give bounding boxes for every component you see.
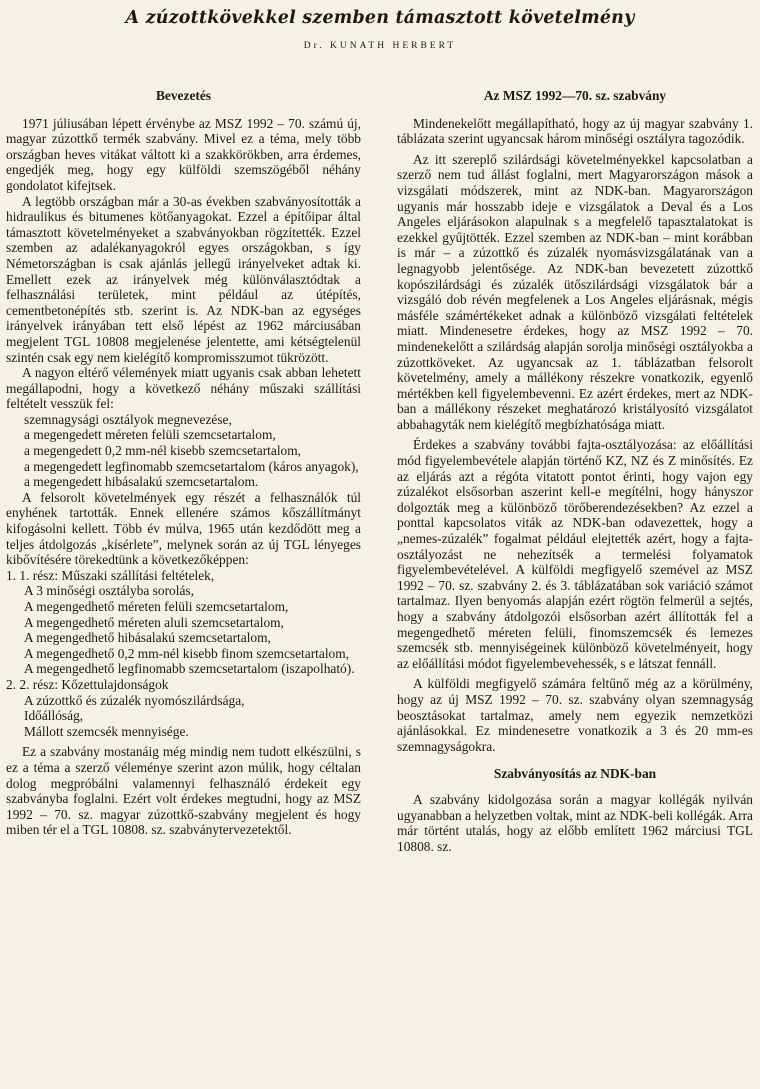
list-item: szemnagysági osztályok megnevezése, xyxy=(24,411,232,427)
section-heading-ndk: Szabványosítás az NDK-ban xyxy=(493,766,657,782)
left-column xyxy=(6,88,361,838)
list-item: A megengedhető hibásalakú szemcsetartalom, xyxy=(24,630,271,646)
right-column xyxy=(397,88,753,854)
list-item: Időállóság, xyxy=(24,708,84,724)
list-item: a megengedett méreten felüli szemcsetartalom, xyxy=(24,427,276,443)
list-item: a megengedett hibásalakú szemcsetartalom. xyxy=(24,474,259,490)
paragraph: Ez a szabvány mostanáig még mindig nem tudott elkészülni, s ez a téma a szerző véleménye szerint azon múlik, hogy céltalan dolog megpróbálni valamennyi felhasználó érdekeit egy szabványba foglalni. Ezért volt érdekes megtudni, hogy az MSZ 1992 – 70. sz. magyar zúzottkő-szabvány megjelent és hogy miben tér el a TGL 10808. sz. szabványtervezetektől. xyxy=(6,744,361,838)
list-item: a megengedett legfinomabb szemcsetartalom (káros anyagok), xyxy=(24,458,359,474)
list-item: A megengedhető méreten aluli szemcsetartalom, xyxy=(24,614,284,630)
paragraph: A felsorolt követelmények egy részét a felhasználók túl enyhének tartották. Ennek ellenére számos kőszállítmányt kifogásolni kellett. Több év múlva, 1965 után kezdődött meg a teljes átdolgozás „kísérlete”, melynek során az új TGL lényeges kibővítésére törekedtünk a következőképpen: xyxy=(6,489,361,568)
section-heading-bevezetes: Bevezetés xyxy=(155,88,211,103)
part-1-list xyxy=(6,583,361,677)
list-item: a megengedett 0,2 mm-nél kisebb szemcsetartalom, xyxy=(24,443,302,459)
list-item: A megengedhető 0,2 mm-nél kisebb finom szemcsetartalom, xyxy=(24,645,350,661)
paragraph: 1971 júliusában lépett érvénybe az MSZ 1992 – 70. számú új, magyar zúzottkő termék szabvány. Mivel ez a téma, mely több országban heves vitákat váltott ki a szakkörökben, arra érdemes, engedjék meg, hogy egy külföldi szemszögéből néhány gondolatot kifejtsek. xyxy=(6,115,361,193)
list-heading-part-2: 2. 2. rész: Kőzettulajdonságok xyxy=(6,676,169,692)
part-2-list xyxy=(6,693,361,740)
paragraph: Az itt szereplő szilárdsági követelményekkel kapcsolatban a szerző nem tud állást foglalni, mert Magyarországon mások a vizsgálati módszerek, mint az NDK-ban. Magyarországon ugyanis már hosszabb ideje e vizsgálatok a Deval és a Los Angeles eljárásokon alapulnak s a megfelelő tapasztalatokat is ezekkel gyűjtötték. Ezzel szemben az NDK-ban – mint korábban is már – a zúzottkő és zúzalék nyomásvizsgálatának van a legnagyobb jelentősége. Az NDK-ban bevezetett zúzottkő kopószilárdsági és zúzalék ütőszilárdsági vizsgálatok bár a vizsgáló dob révén megfelenek a Los Angeles eljárásnak, mégis másféle számértékeket adnak a különböző vizsgálati feltételek miatt. Mindenesetre érdekes, hogy az MSZ 1992 – 70. mindenekelőtt a szilárdság alapján sorolja minőségi osztályokba a zúzottköveket. Az ugyancsak az 1. táblázatban felsorolt követelmény, amely a mállékony részekre vonatkozik, egyenlő mértékben kell figyelembevenni. Ez azért érdekes, mert az NDK-ban a mállékony részeket meghatározó kristályosító vizsgálatot abbahagyták nem kielégítő megbízhatósága miatt. xyxy=(397,151,753,432)
list-item: A zúzottkő és zúzalék nyomószilárdsága, xyxy=(24,692,245,708)
list-heading-part-1: 1. 1. rész: Műszaki szállítási feltételek, xyxy=(6,567,215,583)
paragraph: A nagyon eltérő vélemények miatt ugyanis csak abban lehetett megállapodni, hogy a következő néhány műszaki szállítási feltételt vesszük fel: xyxy=(6,365,361,412)
list-item: A megengedhető méreten felüli szemcsetartalom, xyxy=(24,599,289,614)
paragraph: A legtöbb országban már a 30-as években szabványosították a hidraulikus és bitumenes kötőanyagokat. Ezzel a építőipar által támasztott követelményeket a szabványokban rögzítették. Ezzel szemben az adalékanyagokról egyes országokban, s így Németországban is csak ajánlás jellegű irányelveket adtak ki. Emellett ezek az irányelvek még különválasztódtak a felhasználási területek, mint például az útépítés, cementbetonépítés stb. szerint is. Az NDK-ban az egységes irányelvek irányában tett első lépést az 1962 márciusában megjelent TGL 10808 megjelenése jelentette, ami kétségtelenül szintén csak egy nem kielégítő kompromisszumot tükrözött. xyxy=(6,193,361,365)
list-item: A 3 minőségi osztályba sorolás, xyxy=(24,583,194,599)
list-item: A megengedhető legfinomabb szemcsetartalom (iszapolható). xyxy=(24,661,355,677)
paragraph: A szabvány kidolgozása során a magyar kollégák nyilván ugyanabban a helyzetben voltak, mint az NDK-beli kollégák. Arra már történt utalás, hogy az előbb említett 1962 márciusi TGL 10808. sz. xyxy=(397,791,753,854)
section-heading-msz: Az MSZ 1992—70. sz. szabvány xyxy=(483,88,667,103)
article-title: A zúzottkövekkel szemben támasztott követelmény xyxy=(125,8,635,28)
paragraph: A külföldi megfigyelő számára feltűnő még az a körülmény, hogy az új MSZ 1992 – 70. sz. szabvány olyan szemnagyság beosztásokat tartalmaz, amely nem egyezik nemzetközi ajánlásokkal. Ez mindenesetre vonatkozik a 3 és 20 mm-es szemnagyságokra. xyxy=(397,676,753,754)
article-author: Dr. KUNATH HERBERT xyxy=(303,41,457,51)
list-item: Mállott szemcsék mennyisége. xyxy=(24,723,189,739)
paragraph: Mindenekelőtt megállapítható, hogy az új magyar szabvány 1. táblázata szerint ugyancsak három minőségi osztályra tagozódik. xyxy=(397,115,753,147)
paragraph: Érdekes a szabvány további fajta-osztályozása: az előállítási mód figyelembevétele alapján történő KZ, NZ és Z minősítés. Ez az eljárás azt a régóta vitatott pontot érinti, hogy vajon egy zúzalékot elsősorban aszerint kell-e megítélni, hogy hányszor dolgozták meg a különböző törőberendezésekben? Az ezzel a ponttal kapcsolatos viták az NDK-ban odavezettek, hogy a „nemes-zúzalék” fogalmat például elejtették azért, hogy a fajta-osztályozást ne nehezítsék a termelési folyamatok figyelembevételével. A külföldi megfigyelő szemével az MSZ 1992 – 70. sz. szabvány 2. és 3. táblázatában sok variáció számot tartalmaz. Ilyen benyomás alapján ezért rögtön felmerül a sejtés, hogy a szabvány átdolgozói elsősorban azért állították fel a megengedhető méreten felüli, finomszemcsék és lemezes szemcsék stb. mennyiségeinek különböző követelményeit, hogy az előállítási módot figyelembevehessék, s e látszat fennáll. xyxy=(397,437,753,671)
requirements-list xyxy=(6,412,361,490)
